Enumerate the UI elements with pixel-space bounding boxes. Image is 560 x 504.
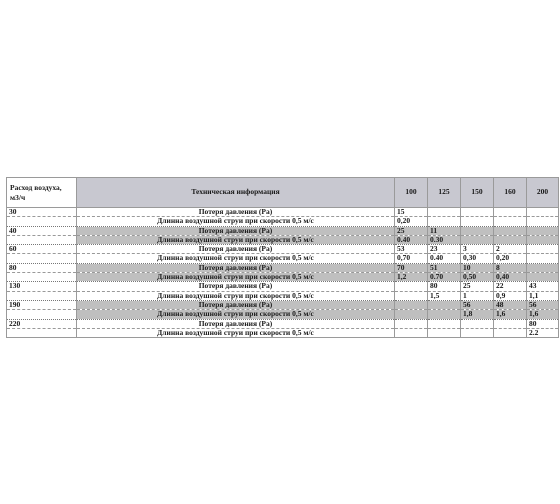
value-cell <box>428 319 461 328</box>
value-cell <box>527 217 559 226</box>
value-cell <box>461 235 494 244</box>
value-cell <box>527 245 559 254</box>
airflow-header: Расход воздуха, м3/ч <box>7 178 77 208</box>
parameter-label: Длинна воздушной струи при скорости 0,5 м/с <box>77 291 395 300</box>
value-cell: 1,6 <box>494 310 527 319</box>
value-cell: 23 <box>428 245 461 254</box>
parameter-label: Потеря давления (Pa) <box>77 245 395 254</box>
value-cell: 0,50 <box>461 273 494 282</box>
value-cell <box>494 208 527 217</box>
value-cell: 15 <box>395 208 428 217</box>
value-cell: 11 <box>428 226 461 235</box>
table-row <box>7 235 559 244</box>
table-row <box>7 319 559 328</box>
value-cell: 43 <box>527 282 559 291</box>
value-cell: 0.40 <box>395 235 428 244</box>
parameter-label: Потеря давления (Pa) <box>77 319 395 328</box>
table-header-row <box>7 178 559 208</box>
value-cell: 1,8 <box>461 310 494 319</box>
airflow-cell <box>7 254 77 263</box>
table-row <box>7 208 559 217</box>
size-header: 150 <box>461 178 494 208</box>
size-header: 100 <box>395 178 428 208</box>
size-header: 160 <box>494 178 527 208</box>
value-cell <box>395 328 428 337</box>
size-header: 200 <box>527 178 559 208</box>
value-cell: 25 <box>395 226 428 235</box>
value-cell: 70 <box>395 263 428 272</box>
value-cell <box>494 319 527 328</box>
value-cell <box>395 319 428 328</box>
value-cell: 2.2 <box>527 328 559 337</box>
value-cell <box>428 208 461 217</box>
value-cell: 48 <box>494 300 527 309</box>
value-cell <box>494 226 527 235</box>
value-cell <box>461 319 494 328</box>
value-cell: 0,20 <box>494 254 527 263</box>
value-cell <box>527 273 559 282</box>
size-header: 125 <box>428 178 461 208</box>
parameter-label: Потеря давления (Pa) <box>77 208 395 217</box>
parameter-label: Потеря давления (Pa) <box>77 282 395 291</box>
value-cell <box>527 226 559 235</box>
table-row <box>7 226 559 235</box>
value-cell: 80 <box>428 282 461 291</box>
parameter-label: Потеря давления (Pa) <box>77 263 395 272</box>
value-cell: 1,1 <box>527 291 559 300</box>
airflow-cell: 30 <box>7 208 77 217</box>
value-cell: 0.70 <box>428 273 461 282</box>
value-cell: 1,2 <box>395 273 428 282</box>
technical-data-table <box>6 177 559 338</box>
airflow-cell: 220 <box>7 319 77 328</box>
value-cell <box>395 310 428 319</box>
value-cell: 0.30 <box>428 235 461 244</box>
value-cell: 22 <box>494 282 527 291</box>
value-cell: 0.40 <box>428 254 461 263</box>
value-cell <box>494 235 527 244</box>
value-cell <box>461 226 494 235</box>
value-cell: 25 <box>461 282 494 291</box>
value-cell <box>428 217 461 226</box>
value-cell: 51 <box>428 263 461 272</box>
parameter-label: Длинна воздушной струи при скорости 0,5 м/с <box>77 273 395 282</box>
value-cell <box>527 208 559 217</box>
value-cell <box>428 310 461 319</box>
value-cell <box>461 217 494 226</box>
parameter-label: Длинна воздушной струи при скорости 0,5 м/с <box>77 217 395 226</box>
airflow-cell: 190 <box>7 300 77 309</box>
airflow-cell: 80 <box>7 263 77 272</box>
value-cell: 0,30 <box>461 254 494 263</box>
parameter-label: Длинна воздушной струи при скорости 0,5 м/с <box>77 310 395 319</box>
airflow-cell <box>7 217 77 226</box>
parameter-label: Потеря давления (Pa) <box>77 226 395 235</box>
value-cell <box>527 263 559 272</box>
value-cell: 0,9 <box>494 291 527 300</box>
value-cell <box>461 328 494 337</box>
parameter-label: Длинна воздушной струи при скорости 0,5 м/с <box>77 328 395 337</box>
value-cell: 1,6 <box>527 310 559 319</box>
value-cell <box>428 328 461 337</box>
value-cell <box>395 291 428 300</box>
table-row <box>7 328 559 337</box>
value-cell <box>527 235 559 244</box>
table-row <box>7 254 559 263</box>
value-cell <box>494 328 527 337</box>
airflow-cell <box>7 273 77 282</box>
value-cell: 8 <box>494 263 527 272</box>
value-cell: 1 <box>461 291 494 300</box>
airflow-cell: 60 <box>7 245 77 254</box>
value-cell: 0,20 <box>395 217 428 226</box>
table-row <box>7 273 559 282</box>
value-cell: 3 <box>461 245 494 254</box>
value-cell <box>395 282 428 291</box>
table-body <box>7 208 559 338</box>
value-cell: 0,70 <box>395 254 428 263</box>
airflow-cell <box>7 235 77 244</box>
table-row <box>7 263 559 272</box>
value-cell <box>428 300 461 309</box>
airflow-cell <box>7 291 77 300</box>
technical-info-header: Техническая информация <box>77 178 395 208</box>
parameter-label: Длинна воздушной струи при скорости 0,5 м/с <box>77 254 395 263</box>
table-row <box>7 310 559 319</box>
airflow-cell: 40 <box>7 226 77 235</box>
airflow-cell <box>7 328 77 337</box>
value-cell: 53 <box>395 245 428 254</box>
table-row <box>7 217 559 226</box>
value-cell: 10 <box>461 263 494 272</box>
table-row <box>7 245 559 254</box>
value-cell <box>461 208 494 217</box>
parameter-label: Потеря давления (Pa) <box>77 300 395 309</box>
value-cell: 56 <box>461 300 494 309</box>
value-cell <box>395 300 428 309</box>
table-row <box>7 282 559 291</box>
value-cell: 0,40 <box>494 273 527 282</box>
airflow-cell <box>7 310 77 319</box>
value-cell: 56 <box>527 300 559 309</box>
parameter-label: Длинна воздушной струи при скорости 0,5 м/с <box>77 235 395 244</box>
value-cell: 1,5 <box>428 291 461 300</box>
value-cell: 80 <box>527 319 559 328</box>
table-row <box>7 291 559 300</box>
table-row <box>7 300 559 309</box>
value-cell <box>494 217 527 226</box>
airflow-cell: 130 <box>7 282 77 291</box>
value-cell: 2 <box>494 245 527 254</box>
value-cell <box>527 254 559 263</box>
